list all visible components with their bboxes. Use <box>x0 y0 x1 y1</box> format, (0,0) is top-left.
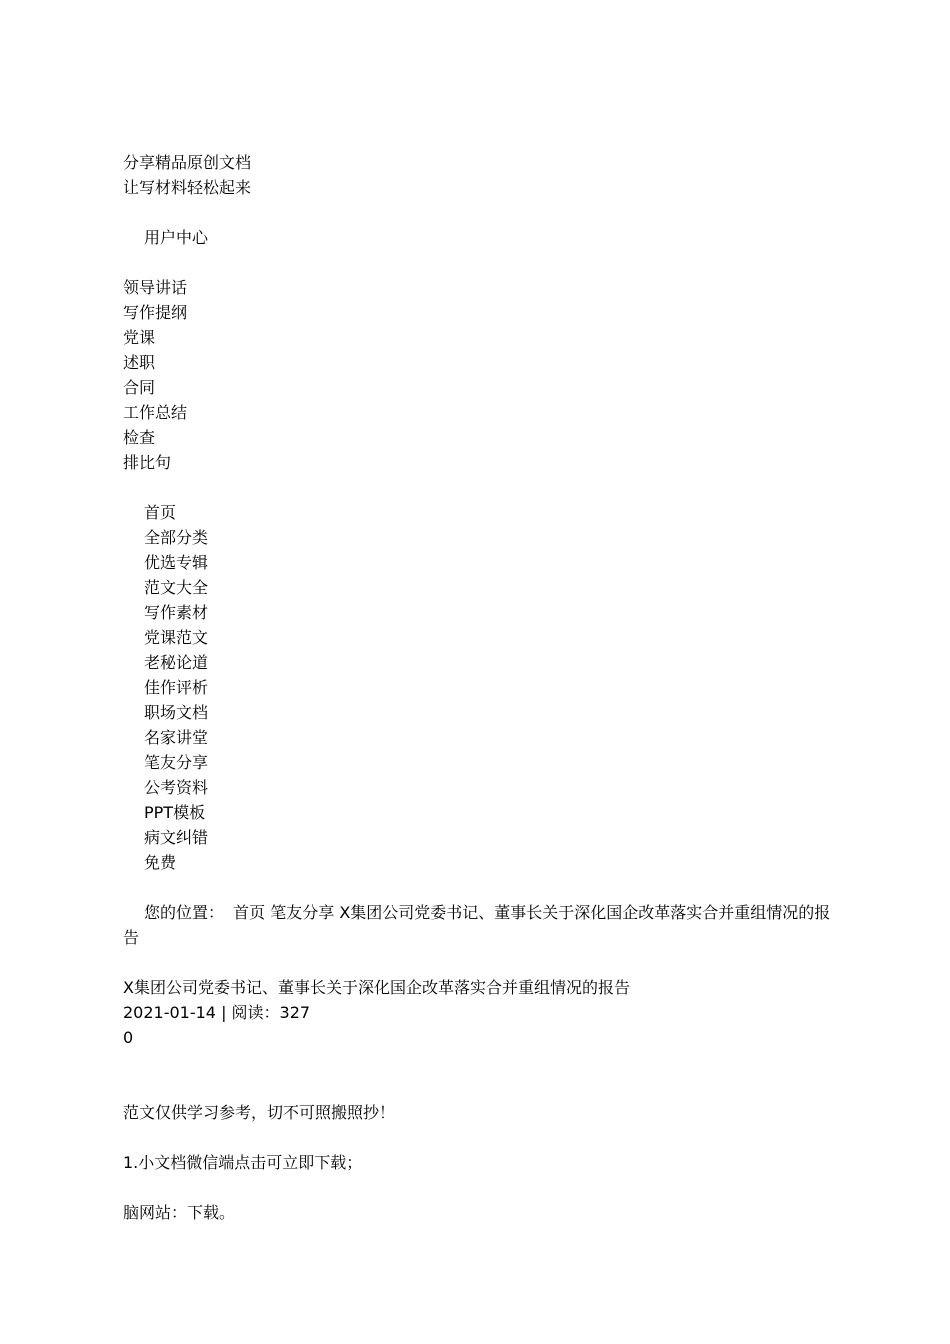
site-slogan-line2: 让写材料轻松起来 <box>123 178 252 197</box>
breadcrumb-current: X集团公司党委书记、董事长关于深化国企改革落实合并重组情况的报告 <box>123 903 831 947</box>
nav-item-workplace-docs[interactable]: 职场文档 <box>144 703 209 722</box>
nav-item-all-categories[interactable]: 全部分类 <box>144 528 209 547</box>
tag-link[interactable]: 述职 <box>123 353 156 372</box>
main-nav <box>123 500 843 875</box>
nav-item-free[interactable]: 免费 <box>144 853 177 872</box>
nav-item-error-correction[interactable]: 病文纠错 <box>144 828 209 847</box>
nav-item-party-lessons[interactable]: 党课范文 <box>144 628 209 647</box>
tag-link[interactable]: 工作总结 <box>123 403 188 422</box>
nav-item-exam-materials[interactable]: 公考资料 <box>144 778 209 797</box>
nav-item-reviews[interactable]: 佳作评析 <box>144 678 209 697</box>
user-center-link[interactable]: 用户中心 <box>144 228 209 247</box>
document-page <box>123 150 843 1225</box>
tag-link[interactable]: 合同 <box>123 378 156 397</box>
download-step-2: 脑网站：下载。 <box>123 1203 236 1222</box>
download-step-1: 1.小文档微信端点击可立即下载； <box>123 1153 363 1172</box>
tag-link[interactable]: 党课 <box>123 328 156 347</box>
nav-item-secretary-talk[interactable]: 老秘论道 <box>144 653 209 672</box>
tag-link[interactable]: 检查 <box>123 428 156 447</box>
tag-link[interactable]: 领导讲话 <box>123 278 188 297</box>
nav-item-materials[interactable]: 写作素材 <box>144 603 209 622</box>
article-meta: 2021-01-14 | 阅读：327 <box>123 1003 311 1022</box>
nav-item-ppt-templates[interactable]: PPT模板 <box>144 803 206 822</box>
breadcrumb-home-link[interactable]: 首页 <box>233 903 266 922</box>
tag-link[interactable]: 写作提纲 <box>123 303 188 322</box>
breadcrumb <box>123 900 843 950</box>
tag-list <box>123 275 843 475</box>
nav-item-friend-share[interactable]: 笔友分享 <box>144 753 209 772</box>
nav-item-lectures[interactable]: 名家讲堂 <box>144 728 209 747</box>
notice-text: 范文仅供学习参考，切不可照搬照抄！ <box>123 1103 396 1122</box>
nav-item-featured[interactable]: 优选专辑 <box>144 553 209 572</box>
breadcrumb-section-link[interactable]: 笔友分享 <box>270 903 335 922</box>
tag-link[interactable]: 排比句 <box>123 453 172 472</box>
article-title: X集团公司党委书记、董事长关于深化国企改革落实合并重组情况的报告 <box>123 978 630 997</box>
nav-item-templates[interactable]: 范文大全 <box>144 578 209 597</box>
breadcrumb-label: 您的位置： <box>144 903 225 922</box>
site-slogan-line1: 分享精品原创文档 <box>123 153 252 172</box>
like-count: 0 <box>123 1028 134 1047</box>
nav-item-home[interactable]: 首页 <box>144 503 177 522</box>
